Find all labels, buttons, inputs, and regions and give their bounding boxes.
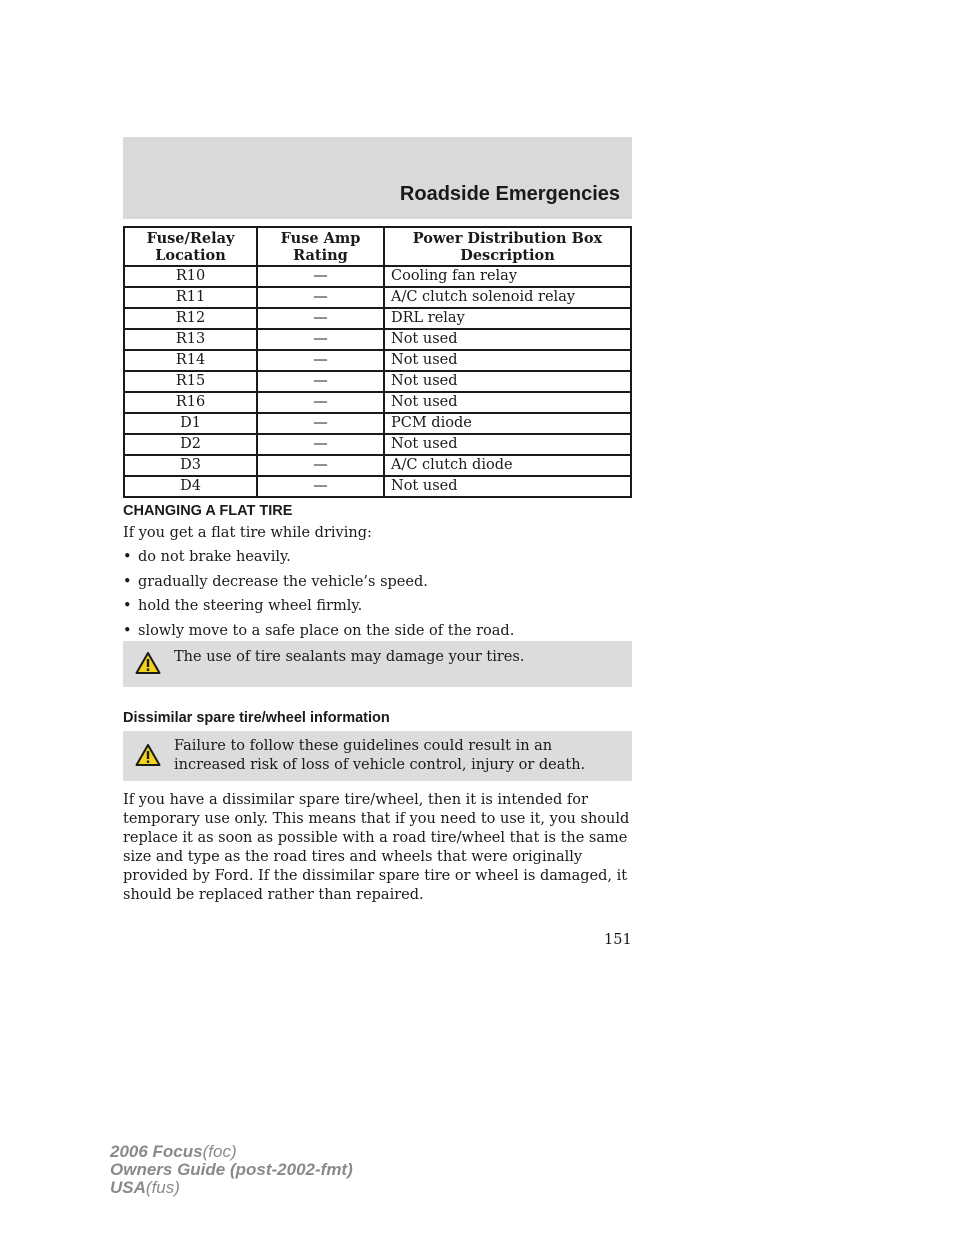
cell-location: R10 (124, 266, 257, 287)
footer-line-2 (110, 1161, 353, 1179)
cell-description: DRL relay (384, 308, 631, 329)
cell-rating: — (257, 350, 384, 371)
cell-rating: — (257, 329, 384, 350)
bullet-glyph: • (123, 573, 132, 590)
cell-location: D1 (124, 413, 257, 434)
cell-rating: — (257, 392, 384, 413)
cell-rating: — (257, 434, 384, 455)
cell-rating: — (257, 287, 384, 308)
table-row (124, 371, 631, 392)
list-item (123, 548, 514, 573)
footer-line-1 (110, 1143, 353, 1161)
cell-location: D3 (124, 455, 257, 476)
bullet-glyph: • (123, 549, 132, 565)
spare-tire-warning (123, 731, 632, 781)
cell-rating: — (257, 266, 384, 287)
cell-location: D4 (124, 476, 257, 497)
table-row (124, 434, 631, 455)
table-row (124, 455, 631, 476)
cell-location: R13 (124, 329, 257, 350)
footer-line-3 (110, 1179, 353, 1197)
list-item (123, 597, 514, 622)
list-item-text: do not brake heavily. (138, 549, 291, 565)
table-row (124, 329, 631, 350)
footer-market: USA (110, 1178, 146, 1197)
header-location: Fuse/Relay Location (124, 227, 257, 266)
spare-tire-heading: Dissimilar spare tire/wheel information (123, 710, 390, 726)
cell-description: A/C clutch diode (384, 455, 631, 476)
cell-description: PCM diode (384, 413, 631, 434)
table-row (124, 350, 631, 371)
bullet-glyph: • (123, 622, 132, 639)
warning-text: Failure to follow these guidelines could result in an increased risk of loss of vehicle control, injury or death. (174, 738, 586, 773)
cell-rating: — (257, 413, 384, 434)
section-title: Roadside Emergencies (399, 183, 620, 205)
cell-location: D2 (124, 434, 257, 455)
warning-icon (135, 743, 161, 767)
footer-guide: Owners Guide (post-2002-fmt) (110, 1160, 353, 1179)
table-row (124, 392, 631, 413)
cell-description: Not used (384, 476, 631, 497)
cell-description: Not used (384, 371, 631, 392)
list-item-text: slowly move to a safe place on the side of the road. (138, 622, 515, 639)
cell-rating: — (257, 308, 384, 329)
cell-location: R16 (124, 392, 257, 413)
table-row (124, 413, 631, 434)
spare-tire-body: If you have a dissimilar spare tire/wheel, then it is intended for temporary use only. This means that if you need to use it, you should replace it as soon as possible with a road tire/wheel that is the same size and type as the road tires and wheels that were originally provided by Ford. If the dissimilar spare tire or wheel is damaged, it should be replaced rather than repaired. (123, 792, 630, 903)
cell-location: R11 (124, 287, 257, 308)
list-item (123, 573, 514, 598)
tire-sealant-warning (123, 641, 632, 687)
cell-rating: — (257, 476, 384, 497)
cell-location: R12 (124, 308, 257, 329)
header-description: Power Distribution Box Description (384, 227, 631, 266)
footer-model: 2006 Focus (110, 1142, 203, 1161)
cell-description: Not used (384, 392, 631, 413)
warning-text: The use of tire sealants may damage your tires. (174, 649, 525, 665)
cell-description: Not used (384, 434, 631, 455)
header-amp-rating: Fuse Amp Rating (257, 227, 384, 266)
footer-model-code: (foc) (202, 1142, 237, 1161)
cell-location: R15 (124, 371, 257, 392)
flat-tire-heading: CHANGING A FLAT TIRE (123, 503, 293, 519)
table-row (124, 287, 631, 308)
document-footer (110, 1143, 353, 1197)
warning-icon (135, 651, 161, 675)
cell-rating: — (257, 455, 384, 476)
cell-description: Cooling fan relay (384, 266, 631, 287)
table-row (124, 308, 631, 329)
cell-description: Not used (384, 329, 631, 350)
table-header-row (124, 227, 631, 266)
flat-tire-steps (123, 548, 514, 646)
table-row (124, 266, 631, 287)
table-row (124, 476, 631, 497)
flat-tire-intro: If you get a flat tire while driving: (123, 525, 372, 541)
section-header-band (123, 137, 632, 219)
cell-rating: — (257, 371, 384, 392)
fuse-relay-table (123, 226, 632, 498)
list-item-text: hold the steering wheel firmly. (138, 598, 363, 614)
bullet-glyph: • (123, 598, 132, 614)
cell-description: A/C clutch solenoid relay (384, 287, 631, 308)
cell-location: R14 (124, 350, 257, 371)
cell-description: Not used (384, 350, 631, 371)
footer-market-code: (fus) (145, 1178, 180, 1197)
list-item-text: gradually decrease the vehicle’s speed. (138, 573, 428, 590)
page-number: 151 (604, 932, 632, 948)
